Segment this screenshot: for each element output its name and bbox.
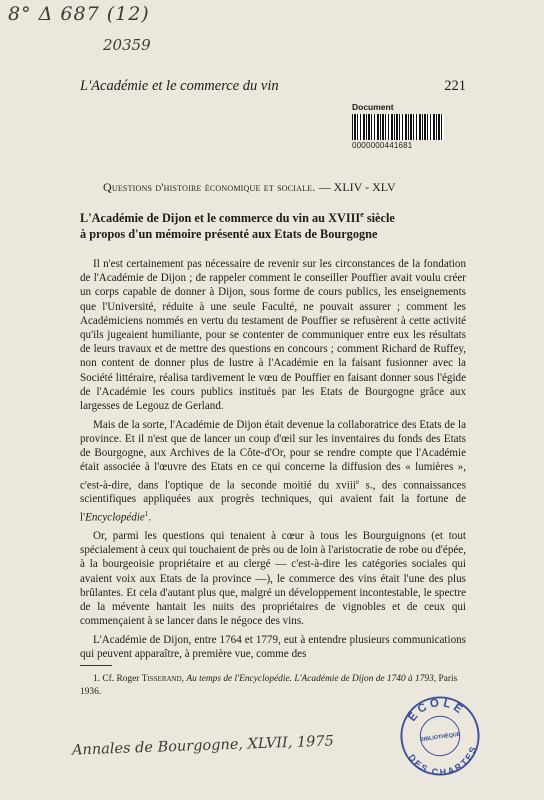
article-title: [80, 207, 466, 242]
page-number: 221: [444, 78, 466, 94]
paragraph-4: L'Académie de Dijon, entre 1764 et 1779, eut à entendre plusieurs communications qui peuvent apparaître, à première vue, comme des: [80, 633, 466, 661]
barcode-caption: Document: [352, 102, 394, 112]
section-heading: [103, 180, 396, 195]
paragraph-3: Or, parmi les questions qui tenaient à cœur à tous les Bourguignons (et tout spécialement à ceux qui touchaient de près ou de loin à l'aristocratie de robe ou d'épée, à la bourgeoisie propriétaire et au clergé — c'est-à-dire les catégories sociales qui avaient voix aux Etats de la province —), le commerce des vins était l'une des plus brûlantes. Et cela d'autant plus que, malgré un développement incontestable, le spectre de la mévente hantait les nuits des propriétaires de vignobles et de ceux qui commençaient à se lancer dans le négoce des vins.: [80, 530, 466, 628]
section-heading-text: Questions d'histoire économique et sociale. —: [103, 180, 331, 194]
barcode-number: 0000000441681: [352, 141, 413, 150]
footnote-divider: [80, 665, 112, 666]
barcode-label-sticker: [352, 102, 446, 150]
running-head: [80, 78, 466, 95]
article-body: [80, 257, 466, 666]
stamp-top-text: ÉCOLE: [406, 697, 467, 724]
section-heading-numbers: XLIV - XLV: [333, 180, 396, 194]
running-head-title: L'Académie et le commerce du vin: [80, 78, 279, 94]
footnote-ref: 1: [144, 509, 149, 518]
stamp-bottom-text: DES CHARTES: [406, 744, 479, 778]
paragraph-1: Il n'est certainement pas nécessaire de revenir sur les circonstances de la fondation de l'Académie de Dijon ; de rappeler comment le conseiller Pouffier avait voulu créer un corps capable de donner à Dijon, sous forme de cours publics, les enseignements que l'Université, réduite à une seule Faculté, ne pouvait assurer ; comment les Académiciens nommés en vertu du testament de Pouffier se refusèrent à cette activité qu'ils jugeaient humiliante, pour se contenter de communiquer entre eux les résultats de leurs travaux et de mettre des questions en concours ; comment Richard de Ruffey, non content de donner plus de lustre à l'Académie en la faisant fusionner avec la Société littéraire, réalisa tardivement le vœu de Pouffier en faisant donner sous l'égide de l'Académie les cours publics institués par les Etats de Bourgogne grâce aux largesses de Legouz de Gerland.: [80, 258, 466, 413]
handwritten-call-number: 8° Δ 687 (12): [8, 3, 150, 25]
stamp-middle-text: BIBLIOTHÈQUE: [419, 731, 461, 744]
paragraph-2: Mais de la sorte, l'Académie de Dijon était devenue la collaboratrice des Etats de la province. Et il n'est que de lancer un coup d'œil sur les inventaires du fonds des Etats de Bourgogne, aux Archives de la Côte-d'Or, pour se rendre compte que l'Académie était associée à l'œuvre des Etats en ce qui concerne la diffusion des « lumières », c'est-à-dire, dans l'optique de la seconde moitié du xviii$^e$ s., des connaissances scientifiques appliquées aux progrès techniques, qui avaient fait la fortune de l'Encyclopédie$^1$.: [80, 418, 466, 524]
footnote-1: 1. Cf. Roger Tisserand, Au temps de l'Encyclopédie. L'Académie de Dijon de 1740 à 1793, Paris 1936.: [80, 674, 458, 697]
article-title-line-2: à propos d'un mémoire présenté aux Etats de Bourgogne: [80, 227, 378, 242]
handwritten-acquisition-number: 20359: [103, 36, 151, 54]
handwritten-source-note: Annales de Bourgogne, XLVII, 1975: [71, 733, 335, 759]
library-stamp-icon: [394, 690, 487, 783]
barcode-icon: [352, 114, 444, 140]
article-title-line-1: L'Académie de Dijon et le commerce du vin au XVIIIe siècle: [80, 210, 395, 226]
